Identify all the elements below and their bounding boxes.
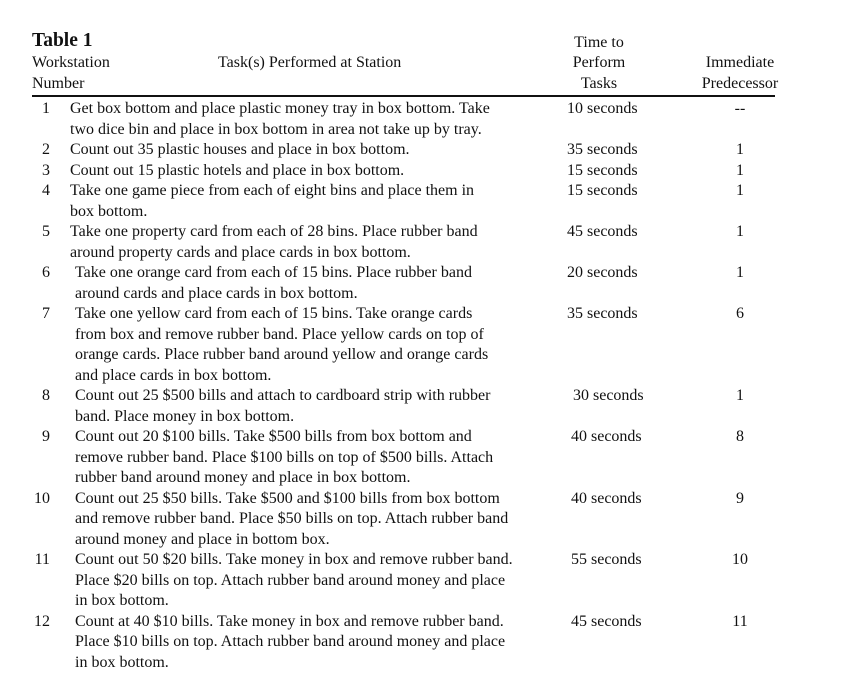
task-line: Count out 15 plastic hotels and place in box bottom. — [70, 161, 405, 179]
table-row — [0, 181, 853, 222]
table-title: Table 1 — [32, 30, 93, 51]
header-divider — [32, 95, 775, 97]
header-time-line3: Tasks — [580, 75, 618, 92]
task-line: Place $10 bills on top. Attach rubber band around money and place — [75, 633, 506, 650]
immediate-predecessor: 9 — [736, 489, 744, 507]
table-row — [0, 386, 853, 427]
workstation-number: 2 — [42, 141, 50, 158]
immediate-predecessor: 1 — [736, 161, 744, 179]
task-description — [75, 386, 575, 427]
task-time: 20 seconds — [567, 264, 638, 281]
task-line: in box bottom. — [75, 653, 169, 671]
workstation-number: 10 — [34, 489, 50, 507]
immediate-predecessor: 1 — [736, 223, 744, 240]
task-line: from box and remove rubber band. Place yellow cards on top of — [75, 325, 484, 343]
header-time-line1: Time to — [574, 34, 624, 51]
task-time: 15 seconds — [567, 182, 638, 199]
task-line: around money and place in bottom box. — [75, 530, 330, 548]
task-line: rubber band around money and place in box bottom. — [75, 469, 411, 486]
task-line: remove rubber band. Place $100 bills on top of $500 bills. Attach — [75, 448, 494, 466]
task-line: around property cards and place cards in box bottom. — [70, 243, 411, 261]
task-description — [70, 140, 570, 161]
table-row — [0, 427, 853, 489]
task-time: 40 seconds — [571, 489, 642, 507]
task-time: 55 seconds — [571, 551, 642, 568]
workstation-number: 1 — [42, 100, 50, 117]
task-line: Get box bottom and place plastic money tray in box bottom. Take — [70, 100, 490, 117]
task-description — [70, 161, 570, 182]
workstation-number: 4 — [42, 182, 50, 199]
table-row — [0, 612, 853, 674]
workstation-number: 7 — [42, 305, 50, 322]
immediate-predecessor: 8 — [736, 428, 744, 445]
task-time: 30 seconds — [573, 387, 644, 404]
task-line: band. Place money in box bottom. — [75, 407, 295, 425]
table-row — [0, 550, 853, 612]
workstation-number: 3 — [42, 161, 50, 179]
task-line: Take one property card from each of 28 bins. Place rubber band — [70, 223, 478, 240]
task-line: two dice bin and place in box bottom in area not take up by tray. — [70, 120, 482, 138]
task-time: 35 seconds — [567, 141, 638, 158]
task-line: in box bottom. — [75, 592, 169, 609]
task-time: 10 seconds — [567, 100, 638, 117]
task-line: Count out 35 plastic houses and place in box bottom. — [70, 141, 410, 158]
header-time-line2: Perform — [572, 54, 626, 71]
immediate-predecessor: 1 — [736, 182, 744, 199]
table-row — [0, 304, 853, 386]
immediate-predecessor: 1 — [736, 387, 744, 404]
header-task: Task(s) Performed at Station — [218, 54, 402, 71]
task-line: box bottom. — [70, 202, 148, 220]
task-line: Count out 25 $50 bills. Take $500 and $100 bills from box bottom — [75, 489, 500, 507]
immediate-predecessor: 1 — [736, 264, 744, 281]
table-row — [0, 222, 853, 263]
workstation-number: 9 — [42, 428, 50, 445]
task-description — [75, 612, 575, 674]
table-row — [0, 263, 853, 304]
workstation-number: 5 — [42, 223, 50, 240]
task-line: orange cards. Place rubber band around yellow and orange cards — [75, 346, 489, 363]
task-description — [70, 99, 570, 140]
immediate-predecessor: -- — [734, 100, 746, 117]
immediate-predecessor: 11 — [732, 612, 748, 630]
task-line: Place $20 bills on top. Attach rubber band around money and place — [75, 571, 506, 589]
task-time: 40 seconds — [571, 428, 642, 445]
task-line: Count out 25 $500 bills and attach to cardboard strip with rubber — [75, 387, 491, 404]
workstation-number: 11 — [34, 551, 50, 568]
table-row — [0, 161, 853, 182]
task-line: Take one yellow card from each of 15 bins. Take orange cards — [75, 305, 473, 322]
task-time: 15 seconds — [567, 161, 638, 179]
task-line: Count out 50 $20 bills. Take money in box and remove rubber band. — [75, 551, 513, 568]
task-description — [75, 304, 575, 386]
task-description — [75, 263, 575, 304]
workstation-number: 12 — [34, 612, 50, 630]
workstation-number: 8 — [42, 387, 50, 404]
table-row — [0, 140, 853, 161]
table-row — [0, 99, 853, 140]
task-line: around cards and place cards in box bottom. — [75, 284, 358, 302]
task-time: 45 seconds — [571, 612, 642, 630]
task-description — [75, 489, 575, 551]
task-line: and place cards in box bottom. — [75, 366, 272, 384]
task-line: Take one orange card from each of 15 bins. Place rubber band — [75, 264, 472, 281]
header-workstation-line2: Number — [32, 75, 85, 92]
task-description — [70, 222, 570, 263]
task-line: Count out 20 $100 bills. Take $500 bills from box bottom and — [75, 428, 472, 445]
immediate-predecessor: 6 — [736, 305, 744, 322]
header-pred-line1: Immediate — [705, 54, 775, 71]
task-time: 35 seconds — [567, 305, 638, 322]
header-pred-line2: Predecessor — [701, 75, 779, 92]
header-workstation-line1: Workstation — [32, 54, 110, 71]
immediate-predecessor: 1 — [736, 141, 744, 158]
task-line: Count at 40 $10 bills. Take money in box and remove rubber band. — [75, 612, 504, 630]
task-line: and remove rubber band. Place $50 bills on top. Attach rubber band — [75, 510, 509, 527]
table-row — [0, 489, 853, 551]
workstation-number: 6 — [42, 264, 50, 281]
task-description — [75, 550, 575, 612]
task-description — [70, 181, 570, 222]
immediate-predecessor: 10 — [732, 551, 748, 568]
task-description — [75, 427, 575, 489]
task-time: 45 seconds — [567, 223, 638, 240]
task-line: Take one game piece from each of eight bins and place them in — [70, 182, 475, 199]
